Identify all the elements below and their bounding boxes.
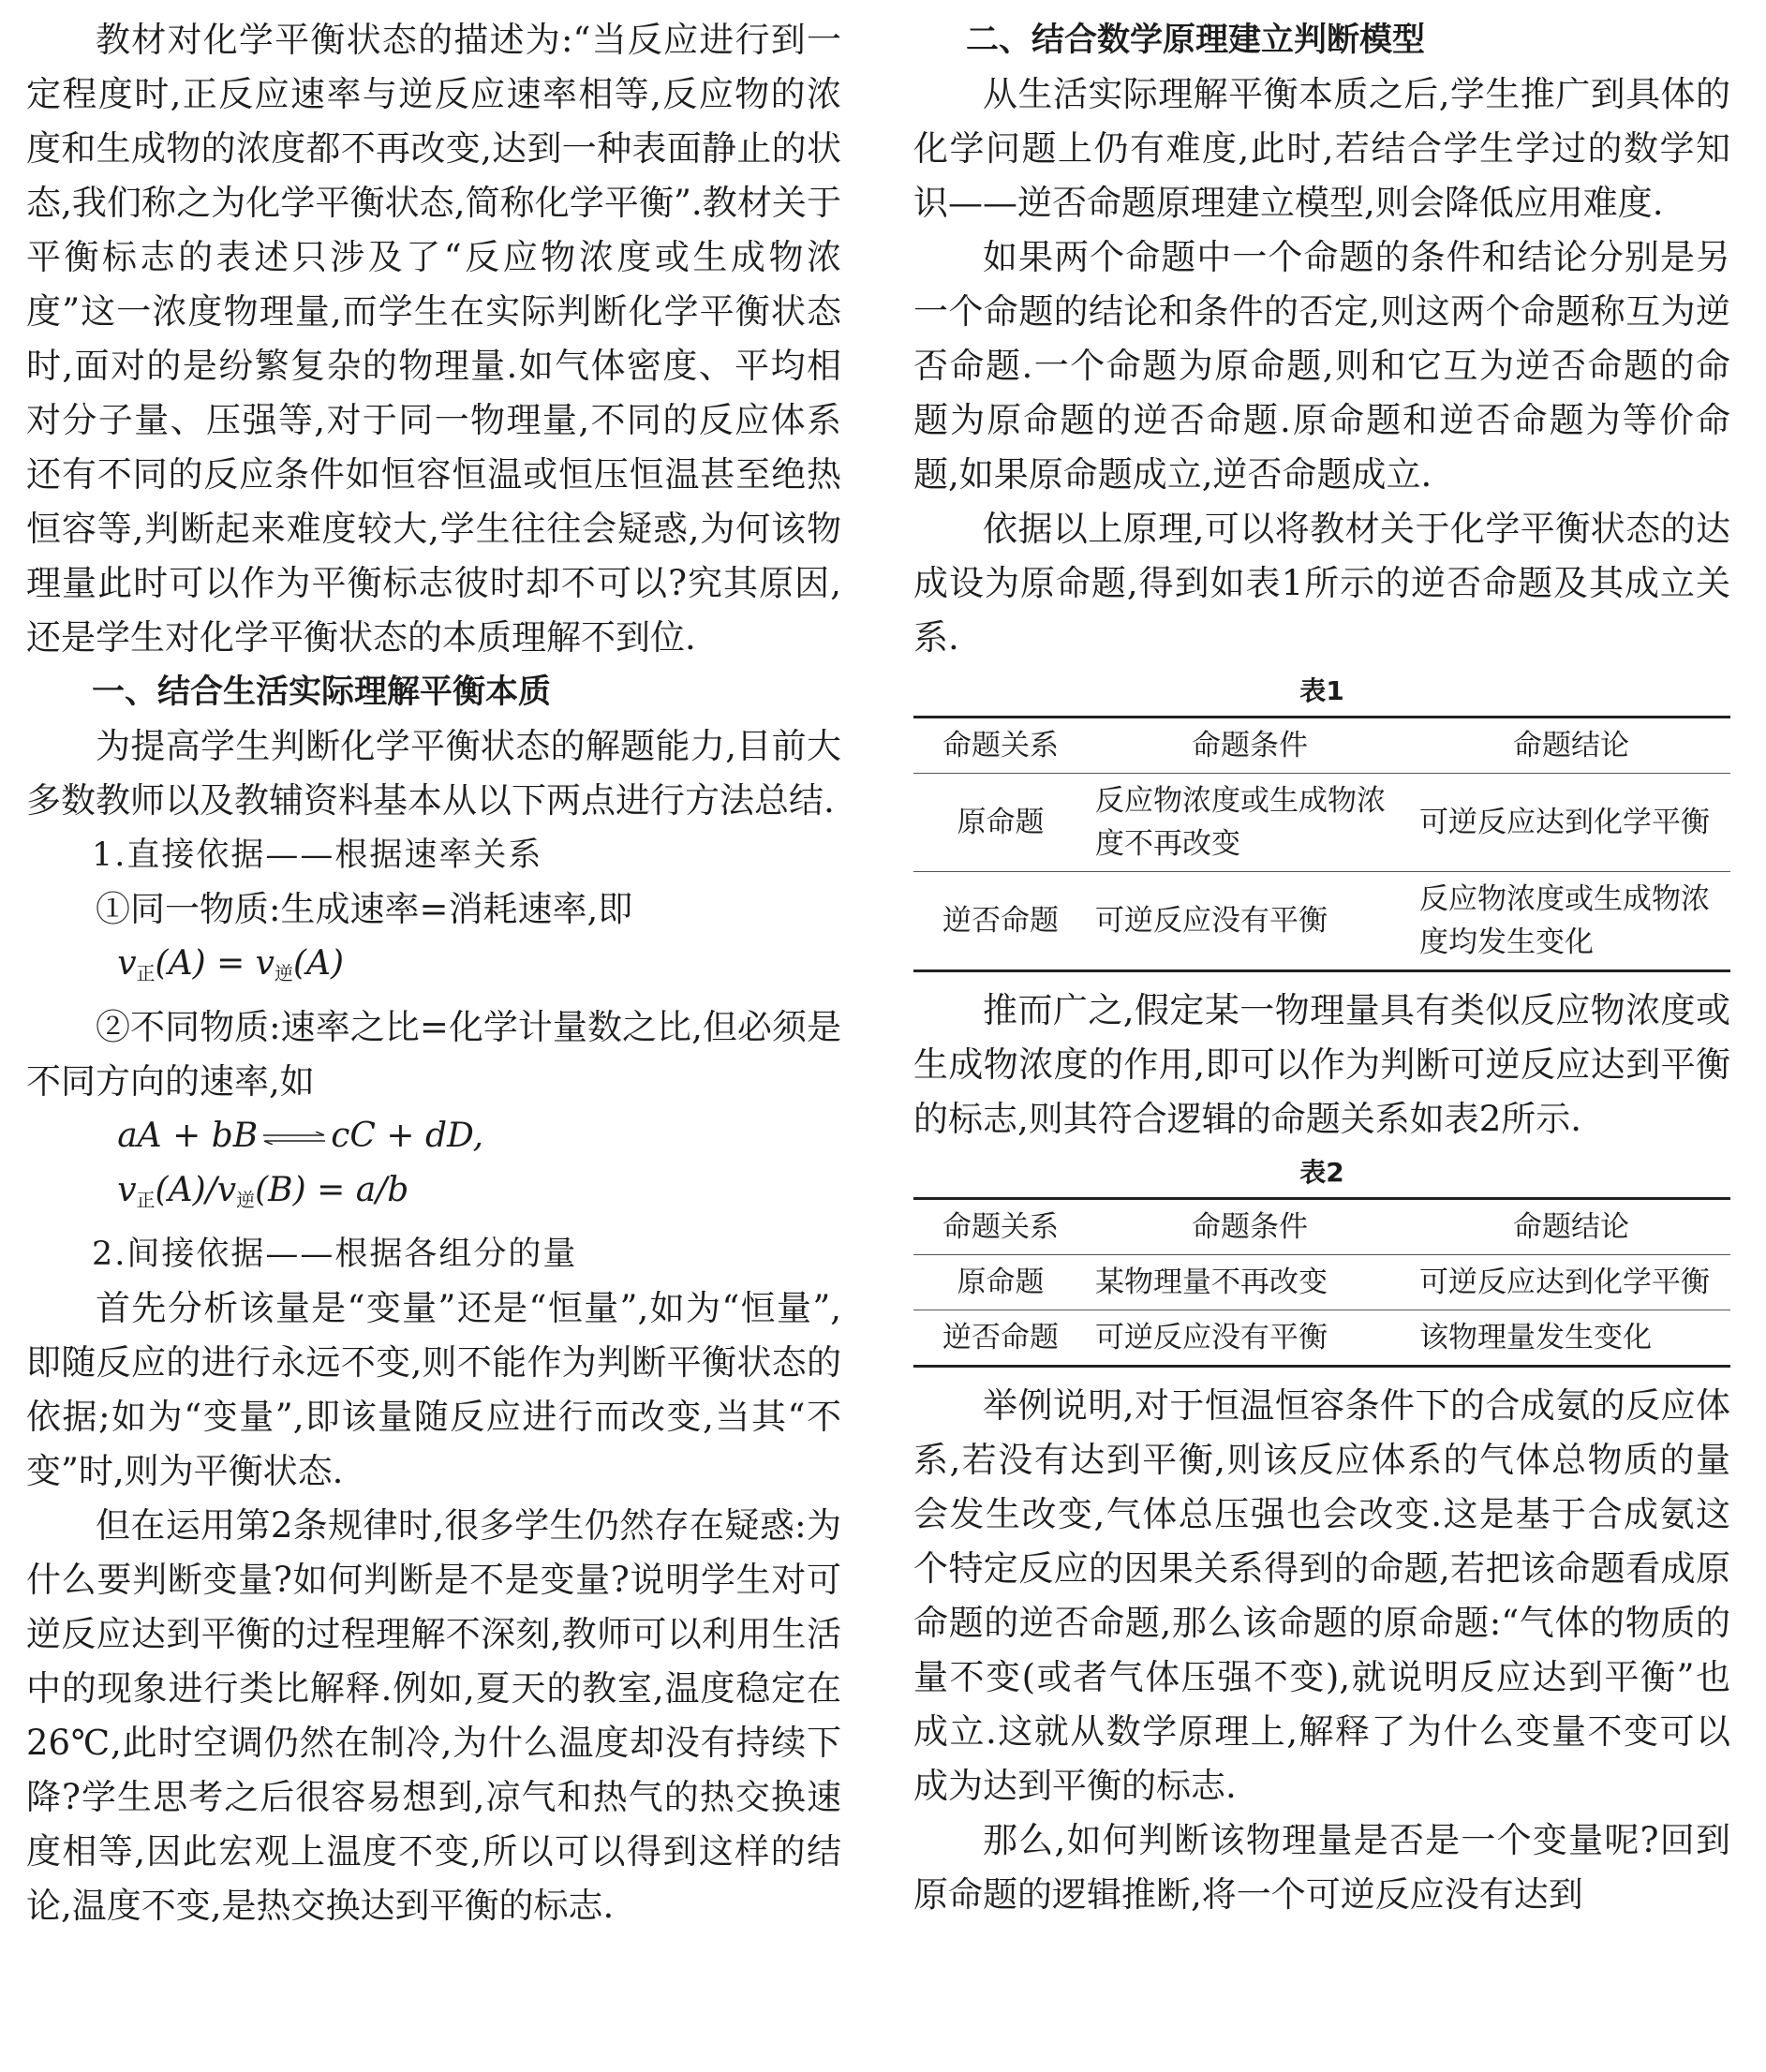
table-cell: 原命题 (913, 1255, 1088, 1310)
section-heading-1: 一、结合生活实际理解平衡本质 (92, 673, 552, 711)
list-item: ②不同物质:速率之比=化学计量数之比,但必须是不同方向的速率,如 (26, 1007, 841, 1102)
paragraph: 依据以上原理,可以将教材关于化学平衡状态的达成设为原命题,得到如表1所示的逆否命题及其成立关系. (913, 509, 1730, 658)
table-header-cell: 命题结论 (1412, 1199, 1730, 1255)
table-cell: 可逆反应没有平衡 (1095, 1321, 1328, 1354)
table-header-cell: 命题结论 (1412, 718, 1730, 774)
table-row (913, 1255, 1730, 1310)
paragraph: 如果两个命题中一个命题的条件和结论分别是另一个命题的结论和条件的否定,则这两个命题称互为逆否命题.一个命题为原命题,则和它互为逆否命题的命题为原命题的逆否命题.原命题和逆否命题为等价命题,如果原命题成立,逆否命题成立. (913, 237, 1730, 495)
table-row (913, 774, 1730, 872)
left-column (26, 13, 841, 1933)
table-2 (913, 1197, 1730, 1368)
paragraph: 首先分析该量是“变量”还是“恒量”,如为“恒量”,即随反应的进行永远不变,则不能作为判断平衡状态的依据;如为“变量”,即该量随反应进行而改变,当其“不变”时,则为平衡状态. (26, 1288, 841, 1491)
subheading-indirect-basis: 2.间接依据——根据各组分的量 (92, 1236, 578, 1273)
table-header-row (913, 1199, 1730, 1255)
formula-rate-ratio: $v_正(A)/v_逆(B) = a/b$ (117, 1171, 409, 1211)
table-cell: 可逆反应达到化学平衡 (1412, 774, 1730, 872)
paragraph: 教材对化学平衡状态的描述为:“当反应进行到一定程度时,正反应速率与逆反应速率相等,反应物的浓度和生成物的浓度都不再改变,达到一种表面静止的状态,我们称之为化学平衡状态,简称化学平衡”.教材关于平衡标志的表述只涉及了“反应物浓度或生成物浓度”这一浓度物理量,而学生在实际判断化学平衡状态时,面对的是纷繁复杂的物理量.如气体密度、平均相对分子量、压强等,对于同一物理量,不同的反应体系还有不同的反应条件如恒容恒温或恒压恒温甚至绝热恒容等,判断起来难度较大,学生往往会疑惑,为何该物理量此时可以作为平衡标志彼时却不可以?究其原因,还是学生对化学平衡状态的本质理解不到位. (26, 20, 841, 658)
table-cell: 逆否命题 (942, 904, 1059, 938)
table-cell: 原命题 (913, 774, 1088, 872)
table-cell: 逆否命题 (942, 1321, 1059, 1354)
table-header-cell: 命题条件 (1088, 718, 1412, 774)
table-header-cell: 命题关系 (913, 718, 1088, 774)
table-cell: 反应物浓度或生成物浓度不再改变 (1088, 774, 1412, 872)
right-column (913, 13, 1730, 1922)
formula-rate-equality: $v_正(A) = v_逆(A)$ (117, 944, 345, 984)
table-header-cell: 命题关系 (913, 1199, 1088, 1255)
table-row (913, 1310, 1730, 1367)
list-item: ①同一物质:生成速率=消耗速率,即 (96, 889, 633, 929)
table-cell: 某物理量不再改变 (1088, 1255, 1412, 1310)
table-cell: 可逆反应没有平衡 (1095, 904, 1328, 938)
formula-reaction: aA + bB cC + dD, (117, 1117, 484, 1155)
table-row (913, 872, 1730, 971)
table-cell: 可逆反应达到化学平衡 (1412, 1255, 1730, 1310)
table-1-title: 表1 (1299, 675, 1344, 706)
paragraph: 推而广之,假定某一物理量具有类似反应物浓度或生成物浓度的作用,即可以作为判断可逆反应达到平衡的标志,则其符合逻辑的命题关系如表2所示. (913, 990, 1730, 1139)
table-cell: 反应物浓度或生成物浓度均发生变化 (1419, 882, 1710, 959)
reversible-arrow-icon (261, 1132, 327, 1145)
section-heading-2: 二、结合数学原理建立判断模型 (966, 22, 1426, 59)
paragraph: 从生活实际理解平衡本质之后,学生推广到具体的化学问题上仍有难度,此时,若结合学生学过的数学知识——逆否命题原理建立模型,则会降低应用难度. (913, 74, 1730, 223)
table-2-title: 表2 (1299, 1157, 1344, 1188)
paragraph: 为提高学生判断化学平衡状态的解题能力,目前大多数教师以及教辅资料基本从以下两点进行方法总结. (26, 726, 841, 821)
paragraph: 但在运用第2条规律时,很多学生仍然存在疑惑:为什么要判断变量?如何判断是不是变量?说明学生对可逆反应达到平衡的过程理解不深刻,教师可以利用生活中的现象进行类比解释.例如,夏天的教室,温度稳定在26℃,此时空调仍然在制冷,为什么温度却没有持续下降?学生思考之后很容易想到,凉气和热气的热交换速度相等,因此宏观上温度不变,所以可以得到这样的结论,温度不变,是热交换达到平衡的标志. (26, 1505, 841, 1926)
table-cell: 该物理量发生变化 (1419, 1321, 1652, 1354)
subheading-direct-basis: 1.直接依据——根据速率关系 (92, 836, 543, 874)
table-1 (913, 716, 1730, 972)
paragraph: 那么,如何判断该物理量是否是一个变量呢?回到原命题的逻辑推断,将一个可逆反应没有达到 (913, 1820, 1730, 1915)
paragraph: 举例说明,对于恒温恒容条件下的合成氨的反应体系,若没有达到平衡,则该反应体系的气体总物质的量会发生改变,气体总压强也会改变.这是基于合成氨这个特定反应的因果关系得到的命题,若把该命题看成原命题的逆否命题,那么该命题的原命题:“气体的物质的量不变(或者气体压强不变),就说明反应达到平衡”也成立.这就从数学原理上,解释了为什么变量不变可以成为达到平衡的标志. (913, 1385, 1730, 1806)
table-header-row (913, 718, 1730, 774)
table-header-cell: 命题条件 (1088, 1199, 1412, 1255)
